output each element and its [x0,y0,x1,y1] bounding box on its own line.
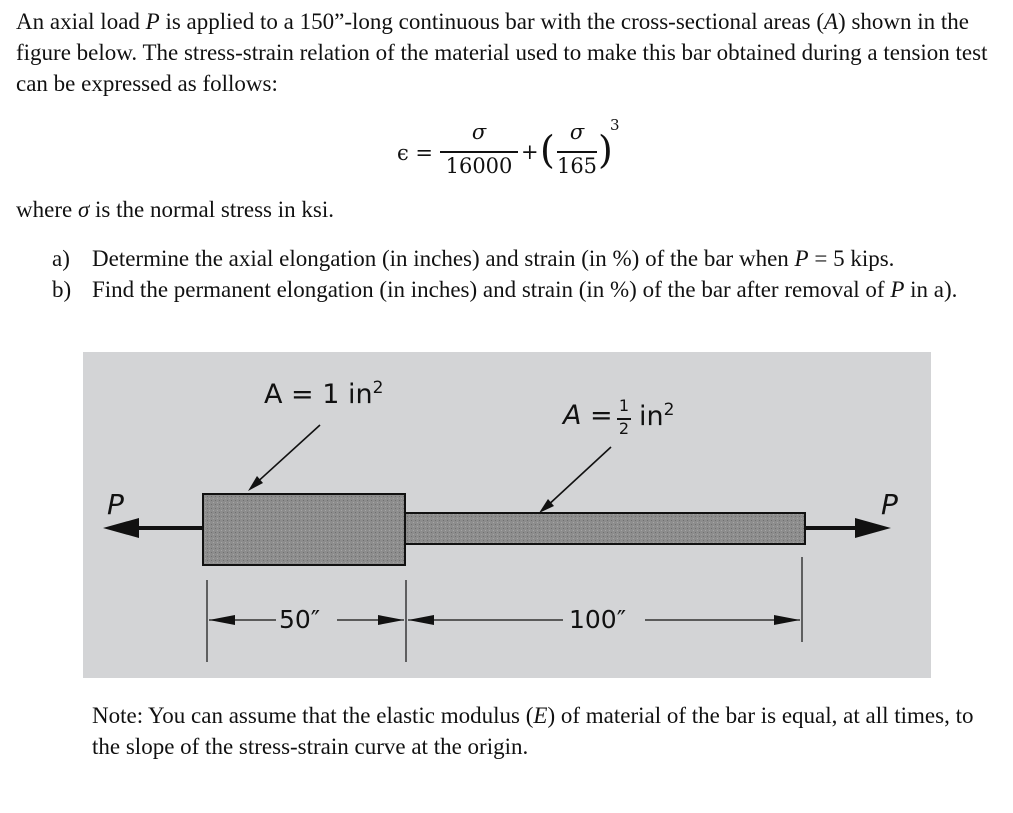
question-b [52,274,1002,305]
bar-figure [83,352,931,678]
question-a-text-2: = 5 kips. [808,246,895,271]
note-text-2: ) of material of the bar is equal, at all times, to the slope of the stress-strain curve at the origin. [92,703,974,759]
thin-bar-segment [405,513,805,544]
area-small-numerator: 1 [618,396,630,415]
question-a [52,243,1002,274]
load-label-right: P [881,488,898,521]
dim-100-arrow-left [408,615,434,625]
area-small-prefix: A = [563,400,613,431]
question-b-label: b) [52,277,72,302]
left-load-arrowhead [103,518,139,538]
question-a-label: a) [52,246,70,271]
intro-text-1: An axial load [16,9,146,34]
equation-plus: + [521,140,539,164]
area-small-label [563,400,613,431]
equation-lhs: ϵ = [397,141,434,165]
area-large-leader [253,425,320,486]
area-large-text: A = 1 in [264,379,373,410]
equation-numerator-1: σ [471,120,487,144]
intro-load-symbol: P [145,9,160,34]
fraction-bar-1 [440,151,518,153]
question-b-load-symbol: P [890,277,905,302]
note-modulus-symbol: E [533,703,548,728]
question-b-text-2: in a). [904,277,958,302]
question-list [52,243,1002,305]
area-small-denominator: 2 [618,419,630,438]
thick-bar-segment [203,494,405,565]
dimension-100-label: 100″ [569,605,627,634]
intro-paragraph [16,6,1001,99]
where-text-2: is the normal stress in ksi. [89,197,334,222]
equation-left-paren: ( [540,128,555,172]
bar-diagram [83,352,931,678]
dim-50-arrow-left [209,615,235,625]
equation-right-paren: ) [598,128,613,172]
area-small-exponent: 2 [663,400,675,420]
right-load-arrowhead [855,518,891,538]
area-small-unit-text: in [639,401,664,432]
fraction-bar-2 [557,151,597,153]
dimension-50-label: 50″ [279,605,321,634]
question-b-text-1: Find the permanent elongation (in inches) and strain (in %) of the bar after removal of [92,277,891,302]
intro-text-2: is applied to a 150”-long continuous bar with the cross-sectional areas ( [159,9,824,34]
area-small-unit [639,400,674,432]
note-text-1: Note: You can assume that the elastic modulus ( [92,703,534,728]
load-label-left: P [107,488,124,521]
area-small-leader [545,447,611,508]
area-large-label [264,378,383,410]
equation-numerator-2: σ [569,120,585,144]
where-line [16,194,1001,225]
dim-100-arrow-right [774,615,800,625]
question-a-text-1: Determine the axial elongation (in inches) and strain (in %) of the bar when [92,246,795,271]
equation-denominator-2: 165 [556,154,598,178]
area-large-exponent: 2 [372,378,384,398]
note-paragraph [92,700,992,762]
where-sigma: σ [77,197,90,222]
where-text-1: where [16,197,78,222]
dim-50-arrow-right [378,615,404,625]
intro-text-3: ) shown in the figure below. The stress-strain relation of the material used to make this bar obtained during a tension test can be expressed as follows: [16,9,988,96]
equation-denominator-1: 16000 [445,154,513,178]
equation-exponent: 3 [610,116,620,134]
intro-area-symbol: A [823,9,839,34]
question-a-load-symbol: P [794,246,809,271]
